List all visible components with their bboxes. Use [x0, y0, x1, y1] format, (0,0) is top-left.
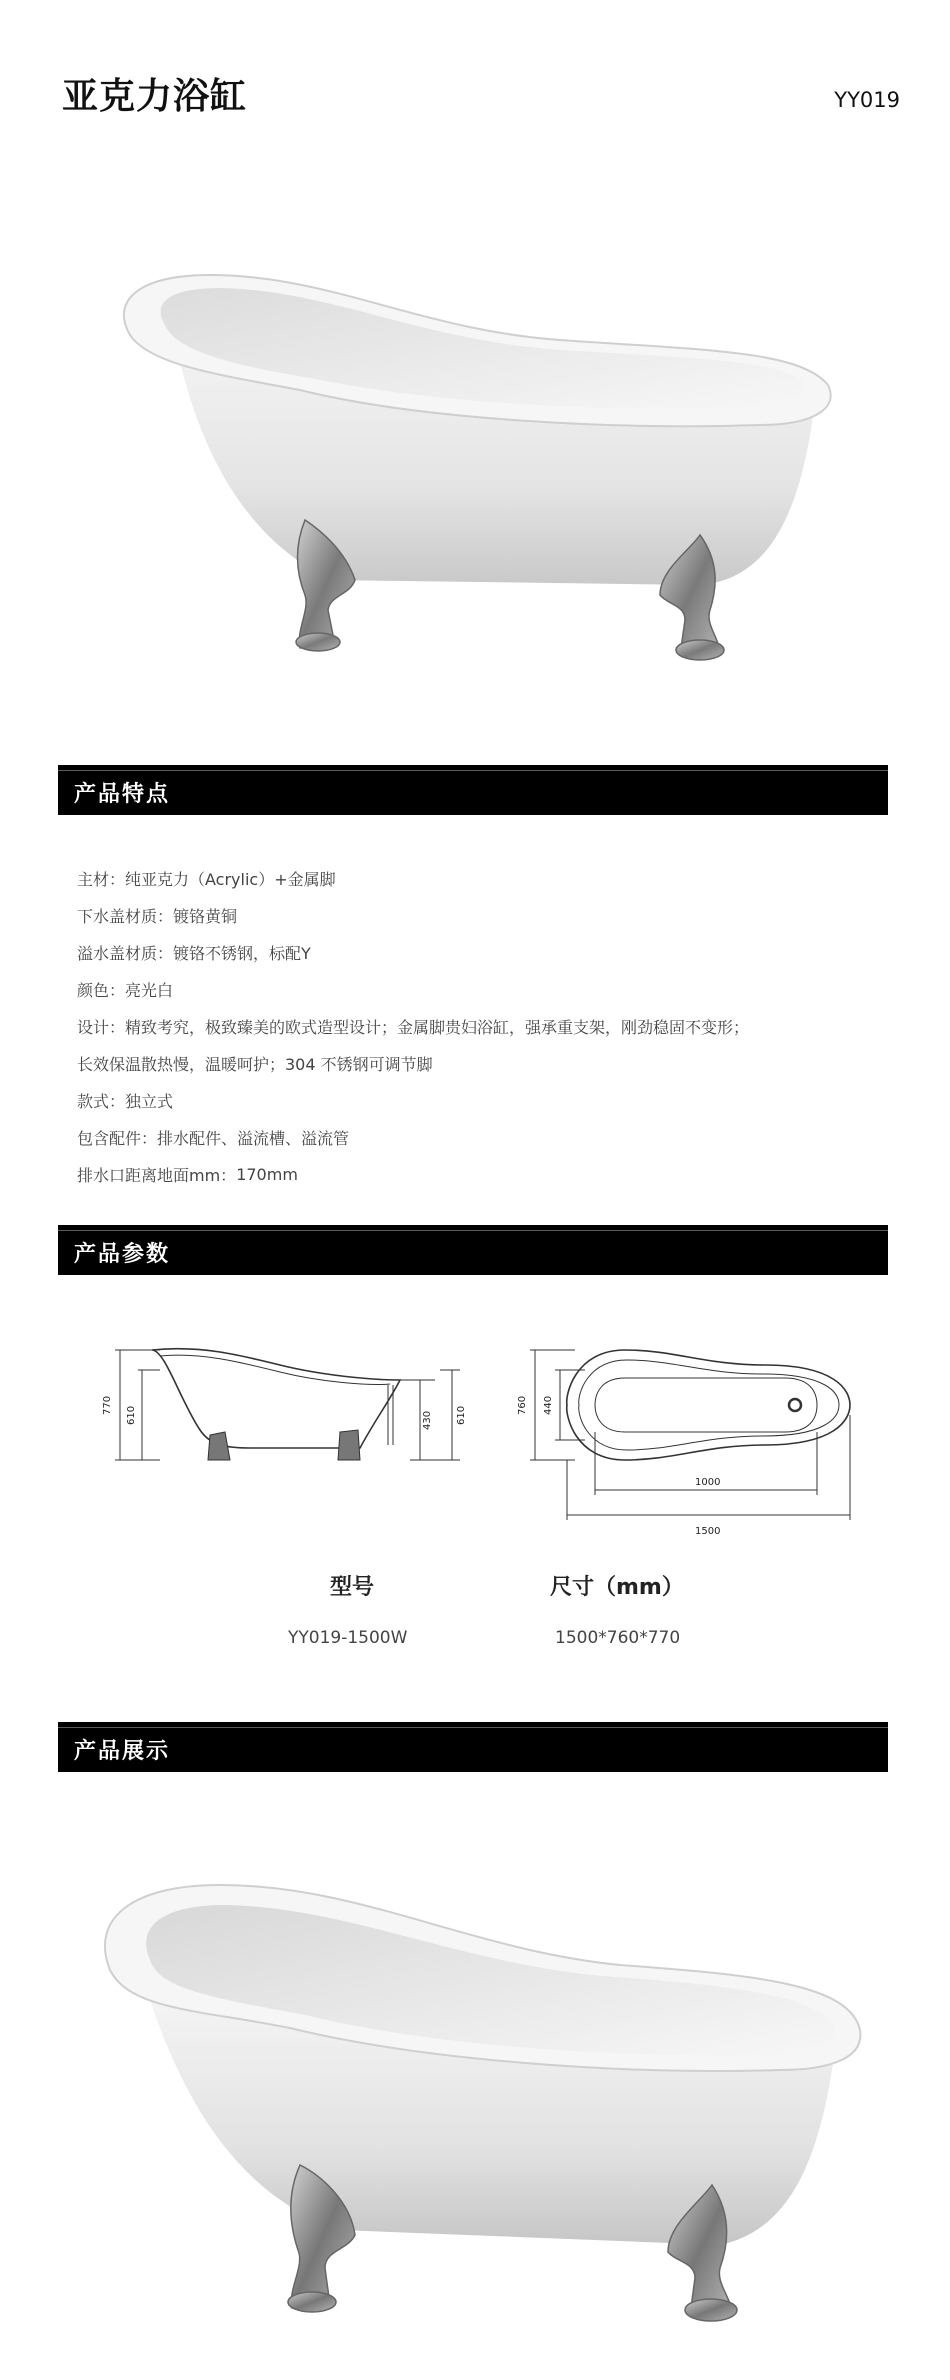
- spec-header-model: 型号: [330, 1575, 375, 1600]
- dim-label-760: 760: [517, 1395, 528, 1415]
- feature-item: [77, 1156, 897, 1193]
- dim-label-440: 440: [543, 1395, 554, 1415]
- feature-item: [77, 897, 897, 934]
- feature-label: 溢水盖材质：: [77, 944, 174, 963]
- top-view-drawing: [505, 1320, 885, 1540]
- feature-label: 下水盖材质：: [77, 907, 174, 926]
- feature-value: 长效保温散热慢，温暖呵护；304 不锈钢可调节脚: [77, 1055, 433, 1074]
- feature-label: 颜色：: [77, 981, 126, 1000]
- feature-label: 款式：: [77, 1092, 126, 1111]
- feature-item: [77, 971, 897, 1008]
- feature-value: 排水配件、溢流槽、溢流管: [157, 1129, 350, 1148]
- feature-item: [77, 1008, 897, 1045]
- dim-label-1500: 1500: [695, 1526, 721, 1537]
- drawing-leg: [208, 1430, 360, 1460]
- feature-item: [77, 934, 897, 971]
- feature-item: [77, 1045, 897, 1082]
- feature-value: 精致考究，极致臻美的欧式造型设计；金属脚贵妇浴缸，强承重支架，刚劲稳固不变形；: [125, 1018, 750, 1037]
- spec-value-model: YY019-1500W: [288, 1628, 408, 1648]
- side-view-drawing: [90, 1320, 490, 1520]
- section-bar-params: [58, 1225, 888, 1275]
- dim-label-610-left: 610: [126, 1405, 137, 1425]
- feature-value: 镀铬黄铜: [173, 907, 238, 926]
- feature-value: 纯亚克力（Acrylic）+金属脚: [125, 870, 336, 889]
- feature-item: [77, 860, 897, 897]
- section-bar-features: [58, 765, 888, 815]
- feature-label: 主材：: [77, 870, 126, 889]
- dim-label-1000: 1000: [695, 1477, 721, 1488]
- feature-item: [77, 1119, 897, 1156]
- feature-value: 170mm: [236, 1165, 298, 1184]
- dim-label-430: 430: [422, 1410, 433, 1430]
- dim-label-610-right: 610: [456, 1405, 467, 1425]
- page-title: 亚克力浴缸: [62, 76, 248, 117]
- feature-value: 独立式: [125, 1092, 174, 1111]
- feature-item: [77, 1082, 897, 1119]
- spec-header-size: 尺寸（mm）: [550, 1575, 684, 1600]
- section-bar-gallery: [58, 1722, 888, 1772]
- section-title-features: 产品特点: [74, 782, 171, 807]
- model-code: YY019: [834, 88, 900, 112]
- dim-label-770: 770: [102, 1395, 113, 1415]
- hero-bathtub-image: [0, 200, 950, 690]
- feature-value: 亮光白: [125, 981, 174, 1000]
- section-title-params: 产品参数: [74, 1242, 171, 1267]
- gallery-bathtub-image: [0, 1800, 950, 2360]
- feature-label: 排水口距离地面mm：: [77, 1166, 237, 1185]
- features-list: [77, 860, 897, 1193]
- feature-label: 包含配件：: [77, 1129, 158, 1148]
- feature-value: 镀铬不锈钢，标配Y: [173, 944, 311, 963]
- feature-label: 设计：: [77, 1018, 126, 1037]
- section-title-gallery: 产品展示: [74, 1739, 171, 1764]
- spec-value-size: 1500*760*770: [555, 1628, 681, 1648]
